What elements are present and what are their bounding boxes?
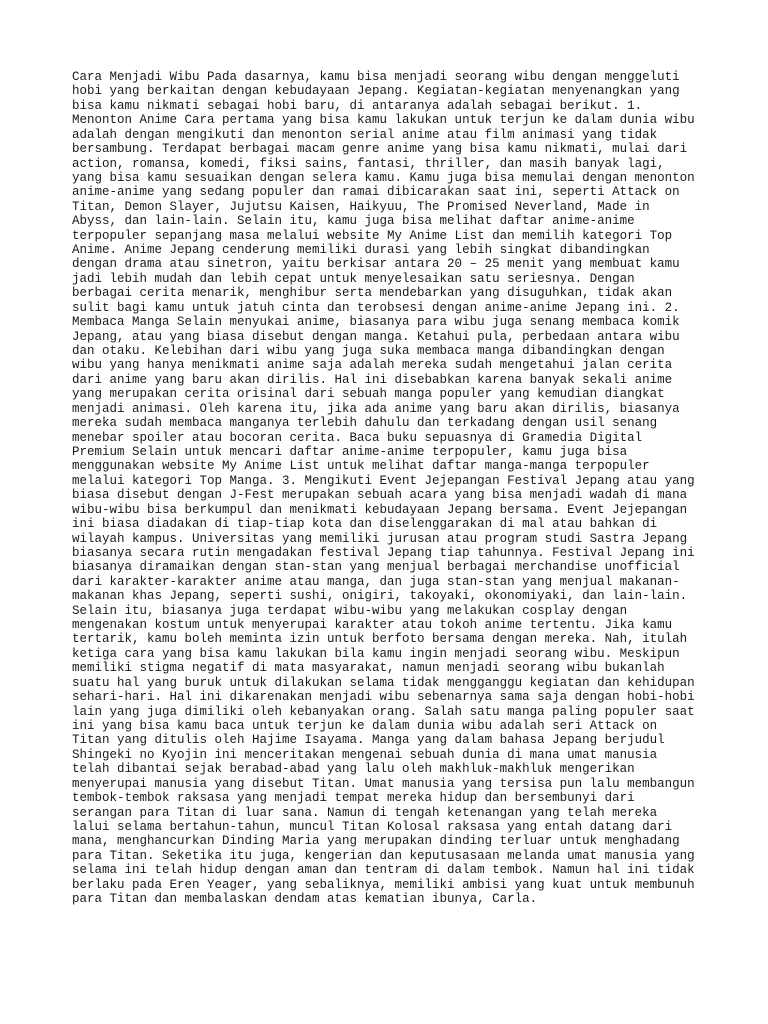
text-line: makanan khas Jepang, seperti sushi, onigiri, takoyaki, okonomiyaki, dan lain-lain. — [72, 589, 688, 604]
text-line: telah dibantai sejak berabad-abad yang lalu oleh makhluk-makhluk mengerikan — [72, 762, 635, 777]
text-line: berbagai cerita menarik, menghibur serta mendebarkan yang disuguhkan, tidak akan — [72, 286, 673, 301]
text-line: ketiga cara yang bisa kamu lakukan bila kamu ingin menjadi seorang wibu. Meskipun — [72, 646, 680, 661]
text-line: menggunakan website My Anime List untuk melihat daftar manga-manga terpopuler — [72, 459, 650, 474]
text-line: mana, menghancurkan Dinding Maria yang merupakan dinding terluar untuk menghadang — [72, 834, 680, 849]
text-line: yang merupakan cerita orisinal dari sebuah manga populer yang kemudian diangkat — [72, 387, 665, 402]
text-line: tertarik, kamu boleh meminta izin untuk berfoto bersama dengan mereka. Nah, itulah — [72, 632, 688, 647]
text-line: mengenakan kostum untuk menyerupai karakter atau tokoh anime tertentu. Jika kamu — [72, 618, 673, 633]
text-line: menjadi animasi. Oleh karena itu, jika ada anime yang baru akan dirilis, biasanya — [72, 401, 680, 416]
text-line: Shingeki no Kyojin ini menceritakan mengenai sebuah dunia di mana umat manusia — [72, 747, 658, 762]
text-line: melalui kategori Top Manga. 3. Mengikuti Event Jejepangan Festival Jepang atau yang — [72, 473, 695, 488]
text-line: sulit bagi kamu untuk jatuh cinta dan terobsesi dengan anime-anime Jepang ini. 2. — [72, 300, 680, 315]
text-line: serangan para Titan di luar sana. Namun di tengah ketenangan yang telah mereka — [72, 805, 658, 820]
text-line: Jepang, atau yang biasa disebut dengan manga. Ketahui pula, perbedaan antara wibu — [72, 329, 680, 344]
text-line: Titan, Demon Slayer, Jujutsu Kaisen, Haikyuu, The Promised Neverland, Made in — [72, 199, 650, 214]
text-line: para Titan. Seketika itu juga, kengerian dan keputusasaan melanda umat manusia yang — [72, 848, 695, 863]
text-line: anime-anime yang sedang populer dan ramai dibicarakan saat ini, seperti Attack on — [72, 185, 680, 200]
text-line: Premium Selain untuk mencari daftar anime-anime terpopuler, kamu juga bisa — [72, 444, 628, 459]
text-line: lain yang juga dimiliki oleh kebanyakan orang. Salah satu manga paling populer saat — [72, 704, 695, 719]
text-line: para Titan dan membalaskan dendam atas kematian ibunya, Carla. — [72, 892, 538, 907]
text-line: sehari-hari. Hal ini dikarenakan menjadi wibu sebenarnya sama saja dengan hobi-hobi — [72, 690, 695, 705]
text-line: ini biasa diadakan di tiap-tiap kota dan diselenggarakan di mal atau bahkan di — [72, 517, 658, 532]
text-line: wibu yang hanya menikmati anime saja adalah mereka sudah mengetahui jalan cerita — [72, 358, 673, 373]
text-line: menebar spoiler atau bocoran cerita. Baca buku sepuasnya di Gramedia Digital — [72, 430, 643, 445]
text-line: biasa disebut dengan J-Fest merupakan sebuah acara yang bisa menjadi wadah di mana — [72, 488, 688, 503]
text-line: biasanya diramaikan dengan stan-stan yang menjual berbagai merchandise unofficial — [72, 560, 680, 575]
text-line: memiliki stigma negatif di mata masyarakat, namun menjadi seorang wibu bukanlah — [72, 661, 665, 676]
text-line: wibu-wibu bisa berkumpul dan menikmati kebudayaan Jepang bersama. Event Jejepangan — [72, 502, 688, 517]
text-line: dengan drama atau sinetron, yaitu berkisar antara 20 – 25 menit yang membuat kamu — [72, 257, 680, 272]
text-line: Abyss, dan lain-lain. Selain itu, kamu juga bisa melihat daftar anime-anime — [72, 214, 635, 229]
text-line: Membaca Manga Selain menyukai anime, biasanya para wibu juga senang membaca komik — [72, 315, 680, 330]
text-line: biasanya secara rutin mengadakan festival Jepang tiap tahunnya. Festival Jepang ini — [72, 545, 695, 560]
text-line: Selain itu, biasanya juga terdapat wibu-wibu yang melakukan cosplay dengan — [72, 603, 628, 618]
text-line: Titan yang ditulis oleh Hajime Isayama. Manga yang dalam bahasa Jepang berjudul — [72, 733, 665, 748]
document-body — [72, 70, 698, 906]
text-line: dan otaku. Kelebihan dari wibu yang juga suka membaca manga dibandingkan dengan — [72, 344, 665, 359]
text-line: wilayah kampus. Universitas yang memiliki jurusan atau program studi Sastra Jepang — [72, 531, 688, 546]
text-line: Anime. Anime Jepang cenderung memiliki durasi yang lebih singkat dibandingkan — [72, 243, 650, 258]
text-line: adalah dengan mengikuti dan menonton serial anime atau film animasi yang tidak — [72, 127, 658, 142]
text-line: terpopuler sepanjang masa melalui website My Anime List dan memilih kategori Top — [72, 228, 673, 243]
text-line: menyerupai manusia yang disebut Titan. Umat manusia yang tersisa pun lalu membangun — [72, 776, 695, 791]
text-line: Menonton Anime Cara pertama yang bisa kamu lakukan untuk terjun ke dalam dunia wibu — [72, 113, 695, 128]
text-line: dari anime yang baru akan dirilis. Hal ini disebabkan karena banyak sekali anime — [72, 372, 673, 387]
text-line: lalui selama bertahun-tahun, muncul Titan Kolosal raksasa yang entah datang dari — [72, 819, 673, 834]
text-line: mereka sudah membaca manganya terlebih dahulu dan terkadang dengan usil senang — [72, 416, 658, 431]
text-line: suatu hal yang buruk untuk dilakukan selama tidak mengganggu kegiatan dan kehidupan — [72, 675, 695, 690]
text-line: hobi yang berkaitan dengan kebudayaan Jepang. Kegiatan-kegiatan menyenangkan yang — [72, 84, 680, 99]
text-line: dari karakter-karakter anime atau manga, dan juga stan-stan yang menjual makanan- — [72, 574, 680, 589]
text-line: selama ini telah hidup dengan aman dan tentram di dalam tembok. Namun hal ini tidak — [72, 863, 695, 878]
text-line: jadi lebih mudah dan lebih cepat untuk menyelesaikan satu seriesnya. Dengan — [72, 271, 635, 286]
text-line: ini yang bisa kamu baca untuk terjun ke dalam dunia wibu adalah seri Attack on — [72, 718, 658, 733]
text-line: tembok-tembok raksasa yang menjadi tempat mereka hidup dan bersembunyi dari — [72, 791, 635, 806]
text-line: bersambung. Terdapat berbagai macam genre anime yang bisa kamu nikmati, mulai dari — [72, 142, 688, 157]
text-line: yang bisa kamu sesuaikan dengan selera kamu. Kamu juga bisa memulai dengan menonton — [72, 170, 695, 185]
text-line: Cara Menjadi Wibu Pada dasarnya, kamu bisa menjadi seorang wibu dengan menggeluti — [72, 70, 680, 84]
text-line: bisa kamu nikmati sebagai hobi baru, di antaranya adalah sebagai berikut. 1. — [72, 98, 643, 113]
text-line: berlaku pada Eren Yeager, yang sebaliknya, memiliki ambisi yang kuat untuk membunuh — [72, 877, 695, 892]
text-line: action, romansa, komedi, fiksi sains, fantasi, thriller, dan masih banyak lagi, — [72, 156, 665, 171]
